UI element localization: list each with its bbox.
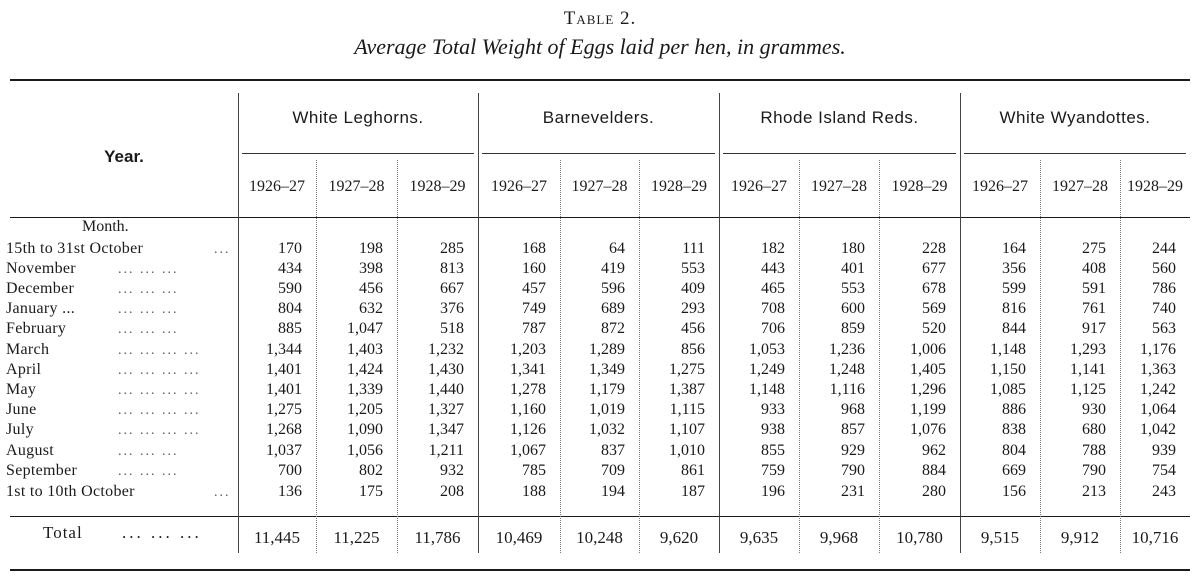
month-column-header: Month. bbox=[82, 218, 129, 235]
table-cell: 884 bbox=[922, 462, 946, 479]
table-cell: 1,424 bbox=[347, 361, 383, 378]
table-cell: 1,085 bbox=[990, 381, 1026, 398]
table-cell: 244 bbox=[1152, 240, 1176, 257]
table-cell: 182 bbox=[761, 240, 785, 257]
table-cell: 749 bbox=[522, 300, 546, 317]
table-cell: 198 bbox=[359, 240, 383, 257]
season-header: 1926–27 bbox=[731, 178, 787, 195]
table-cell: 1,248 bbox=[829, 361, 865, 378]
table-cell: 938 bbox=[761, 421, 785, 438]
table-cell: 754 bbox=[1152, 462, 1176, 479]
table-cell: 1,141 bbox=[1070, 361, 1106, 378]
month-label: April bbox=[6, 361, 42, 378]
table-cell: 187 bbox=[681, 483, 705, 500]
table-cell: 518 bbox=[440, 320, 464, 337]
table-cell: 419 bbox=[601, 260, 625, 277]
table-cell: 231 bbox=[841, 483, 865, 500]
breed-header: Rhode Island Reds. bbox=[760, 108, 919, 127]
table-cell: 968 bbox=[841, 401, 865, 418]
table-cell: 740 bbox=[1152, 300, 1176, 317]
breed-header: Barnevelders. bbox=[542, 108, 655, 127]
total-label-text: Total bbox=[43, 523, 83, 542]
table-cell: 591 bbox=[1082, 280, 1106, 297]
breed-header: White Wyandottes. bbox=[999, 108, 1151, 127]
total-rule bbox=[10, 516, 1190, 517]
table-cell: 111 bbox=[682, 240, 705, 257]
table-cell: 838 bbox=[1002, 421, 1026, 438]
month-label: November bbox=[6, 260, 76, 277]
table-cell: 1,203 bbox=[510, 341, 546, 358]
table-cell: 208 bbox=[440, 483, 464, 500]
table-cell: 180 bbox=[841, 240, 865, 257]
table-cell: 962 bbox=[922, 442, 946, 459]
breed-underline bbox=[964, 153, 1186, 154]
table-cell: 759 bbox=[761, 462, 785, 479]
table-cell: 1,401 bbox=[266, 381, 302, 398]
table-cell: 1,019 bbox=[589, 401, 625, 418]
month-label: May bbox=[6, 381, 37, 398]
top-rule bbox=[10, 79, 1190, 81]
table-cell: 228 bbox=[922, 240, 946, 257]
season-header: 1928–29 bbox=[1127, 178, 1183, 195]
leader-dots: ... ... ... bbox=[118, 464, 179, 479]
table-cell: 872 bbox=[601, 320, 625, 337]
table-cell: 168 bbox=[522, 240, 546, 257]
table-caption: Average Total Weight of Eggs laid per hen, in grammes. bbox=[354, 34, 846, 59]
total-cell: 9,635 bbox=[739, 528, 779, 547]
table-cell: 859 bbox=[841, 320, 865, 337]
table-cell: 1,236 bbox=[829, 341, 865, 358]
total-cell: 10,469 bbox=[495, 528, 543, 547]
table-cell: 632 bbox=[359, 300, 383, 317]
total-cell: 9,515 bbox=[980, 528, 1020, 547]
table-cell: 1,199 bbox=[910, 401, 946, 418]
table-cell: 786 bbox=[1152, 280, 1176, 297]
table-cell: 861 bbox=[681, 462, 705, 479]
table-cell: 465 bbox=[761, 280, 785, 297]
table-cell: 1,341 bbox=[510, 361, 546, 378]
table-cell: 1,148 bbox=[749, 381, 785, 398]
table-cell: 677 bbox=[922, 260, 946, 277]
total-label-dots: ... ... ... bbox=[121, 523, 202, 542]
total-cell: 11,786 bbox=[414, 528, 461, 547]
table-cell: 136 bbox=[278, 483, 302, 500]
table-cell: 1,126 bbox=[510, 421, 546, 438]
table-cell: 1,403 bbox=[347, 341, 383, 358]
season-header: 1927–28 bbox=[328, 178, 385, 195]
month-label: 1st to 10th October bbox=[6, 483, 135, 500]
table-cell: 1,032 bbox=[589, 421, 625, 438]
table-cell: 680 bbox=[1082, 421, 1106, 438]
table-cell: 785 bbox=[522, 462, 546, 479]
table-cell: 160 bbox=[522, 260, 546, 277]
table-cell: 1,076 bbox=[910, 421, 946, 438]
table-cell: 1,327 bbox=[428, 401, 464, 418]
season-header: 1928–29 bbox=[651, 178, 707, 195]
table-cell: 1,148 bbox=[990, 341, 1026, 358]
table-cell: 837 bbox=[601, 442, 625, 459]
table-cell: 1,349 bbox=[589, 361, 625, 378]
table-cell: 600 bbox=[841, 300, 865, 317]
season-header: 1926–27 bbox=[972, 178, 1028, 195]
leader-dots: ... ... ... ... bbox=[118, 423, 201, 438]
season-header: 1927–28 bbox=[811, 178, 867, 195]
table-cell: 1,090 bbox=[347, 421, 383, 438]
table-cell: 170 bbox=[278, 240, 302, 257]
header-bottom-rule bbox=[10, 217, 1190, 218]
table-cell: 280 bbox=[922, 483, 946, 500]
table-cell: 456 bbox=[681, 320, 705, 337]
table-cell: 929 bbox=[841, 442, 865, 459]
leader-dots: ... ... ... ... bbox=[118, 383, 201, 398]
table-cell: 401 bbox=[841, 260, 865, 277]
table-cell: 563 bbox=[1152, 320, 1176, 337]
month-label: March bbox=[6, 341, 50, 358]
table-cell: 932 bbox=[440, 462, 464, 479]
table-cell: 1,042 bbox=[1140, 421, 1176, 438]
month-label: August bbox=[6, 442, 55, 459]
table-cell: 917 bbox=[1082, 320, 1106, 337]
table-cell: 708 bbox=[761, 300, 785, 317]
table-cell: 886 bbox=[1002, 401, 1026, 418]
table-cell: 1,275 bbox=[669, 361, 705, 378]
table-cell: 569 bbox=[922, 300, 946, 317]
table-cell: 164 bbox=[1002, 240, 1026, 257]
table-cell: 1,116 bbox=[829, 381, 865, 398]
month-label: December bbox=[6, 280, 75, 297]
table-cell: 596 bbox=[601, 280, 625, 297]
table-cell: 1,047 bbox=[347, 320, 383, 337]
table-cell: 457 bbox=[522, 280, 546, 297]
breed-underline bbox=[723, 153, 956, 154]
table-cell: 813 bbox=[440, 260, 464, 277]
table-cell: 409 bbox=[681, 280, 705, 297]
table-cell: 196 bbox=[761, 483, 785, 500]
table-cell: 398 bbox=[359, 260, 383, 277]
season-header: 1928–29 bbox=[409, 178, 466, 195]
table-cell: 1,268 bbox=[266, 421, 302, 438]
table-cell: 1,275 bbox=[266, 401, 302, 418]
table-cell: 1,053 bbox=[749, 341, 785, 358]
table-cell: 1,339 bbox=[347, 381, 383, 398]
table-cell: 788 bbox=[1082, 442, 1106, 459]
table-cell: 856 bbox=[681, 341, 705, 358]
table-cell: 285 bbox=[440, 240, 464, 257]
leader-dots: ... ... ... bbox=[118, 322, 179, 337]
table-cell: 408 bbox=[1082, 260, 1106, 277]
table-cell: 553 bbox=[681, 260, 705, 277]
season-header: 1927–28 bbox=[571, 178, 628, 195]
leader-dots: ... bbox=[214, 485, 231, 500]
table-cell: 1,037 bbox=[266, 442, 302, 459]
table-cell: 1,056 bbox=[347, 442, 383, 459]
season-header: 1928–29 bbox=[891, 178, 948, 195]
table-cell: 560 bbox=[1152, 260, 1176, 277]
table-cell: 1,289 bbox=[589, 341, 625, 358]
table-cell: 1,211 bbox=[428, 442, 464, 459]
leader-dots: ... ... ... bbox=[118, 262, 179, 277]
table-cell: 213 bbox=[1082, 483, 1106, 500]
table-cell: 434 bbox=[278, 260, 302, 277]
leader-dots: ... bbox=[214, 242, 231, 257]
table-cell: 1,293 bbox=[1070, 341, 1106, 358]
table-cell: 787 bbox=[522, 320, 546, 337]
total-cell: 9,912 bbox=[1060, 528, 1100, 547]
table-cell: 700 bbox=[278, 462, 302, 479]
table-cell: 243 bbox=[1152, 483, 1176, 500]
table-cell: 804 bbox=[278, 300, 302, 317]
table-cell: 678 bbox=[922, 280, 946, 297]
table-cell: 553 bbox=[841, 280, 865, 297]
table-cell: 1,179 bbox=[589, 381, 625, 398]
table-cell: 1,387 bbox=[669, 381, 705, 398]
total-cell: 9,968 bbox=[819, 528, 859, 547]
breed-underline bbox=[242, 153, 474, 154]
table-cell: 1,232 bbox=[428, 341, 464, 358]
table-cell: 855 bbox=[761, 442, 785, 459]
table-cell: 689 bbox=[601, 300, 625, 317]
table-cell: 376 bbox=[440, 300, 464, 317]
table-cell: 194 bbox=[601, 483, 625, 500]
table-cell: 590 bbox=[278, 280, 302, 297]
table-cell: 1,125 bbox=[1070, 381, 1106, 398]
month-label: June bbox=[6, 401, 37, 418]
table-cell: 1,363 bbox=[1140, 361, 1176, 378]
table-cell: 1,344 bbox=[266, 341, 302, 358]
table-cell: 1,107 bbox=[669, 421, 705, 438]
table-cell: 1,405 bbox=[910, 361, 946, 378]
total-row-label bbox=[43, 523, 202, 543]
table-cell: 1,278 bbox=[510, 381, 546, 398]
table-cell: 790 bbox=[841, 462, 865, 479]
table-cell: 939 bbox=[1152, 442, 1176, 459]
leader-dots: ... ... ... bbox=[118, 302, 179, 317]
table-cell: 188 bbox=[522, 483, 546, 500]
season-header: 1926–27 bbox=[491, 178, 547, 195]
table-cell: 1,440 bbox=[428, 381, 464, 398]
table-cell: 933 bbox=[761, 401, 785, 418]
table-cell: 443 bbox=[761, 260, 785, 277]
breed-underline bbox=[482, 153, 715, 154]
table-cell: 356 bbox=[1002, 260, 1026, 277]
leader-dots: ... ... ... bbox=[118, 444, 179, 459]
month-label: January ... bbox=[6, 300, 76, 317]
leader-dots: ... ... ... ... bbox=[118, 343, 201, 358]
month-label: 15th to 31st October bbox=[6, 240, 144, 257]
table-cell: 667 bbox=[440, 280, 464, 297]
total-cell: 10,780 bbox=[896, 528, 943, 547]
total-cell: 11,445 bbox=[253, 528, 301, 547]
table-cell: 1,006 bbox=[910, 341, 946, 358]
table-cell: 709 bbox=[601, 462, 625, 479]
leader-dots: ... ... ... ... bbox=[118, 363, 201, 378]
table-cell: 802 bbox=[359, 462, 383, 479]
table-cell: 761 bbox=[1082, 300, 1106, 317]
total-cell: 11,225 bbox=[333, 528, 380, 547]
table-cell: 669 bbox=[1002, 462, 1026, 479]
year-column-header: Year. bbox=[104, 147, 144, 166]
table-cell: 1,115 bbox=[669, 401, 705, 418]
month-label: September bbox=[6, 462, 78, 479]
table-cell: 275 bbox=[1082, 240, 1106, 257]
table-cell: 1,401 bbox=[266, 361, 302, 378]
table-cell: 804 bbox=[1002, 442, 1026, 459]
table-cell: 1,249 bbox=[749, 361, 785, 378]
bottom-rule bbox=[10, 569, 1190, 571]
table-cell: 1,150 bbox=[990, 361, 1026, 378]
table-cell: 1,010 bbox=[669, 442, 705, 459]
table-cell: 930 bbox=[1082, 401, 1106, 418]
table-cell: 1,242 bbox=[1140, 381, 1176, 398]
table-cell: 1,205 bbox=[347, 401, 383, 418]
season-header: 1926–27 bbox=[249, 178, 305, 195]
season-header: 1927–28 bbox=[1052, 178, 1108, 195]
table-cell: 599 bbox=[1002, 280, 1026, 297]
table-cell: 790 bbox=[1082, 462, 1106, 479]
table-cell: 857 bbox=[841, 421, 865, 438]
table-cell: 156 bbox=[1002, 483, 1026, 500]
table-cell: 844 bbox=[1002, 320, 1026, 337]
table-cell: 456 bbox=[359, 280, 383, 297]
table-cell: 816 bbox=[1002, 300, 1026, 317]
table-cell: 293 bbox=[681, 300, 705, 317]
total-cell: 10,716 bbox=[1131, 528, 1179, 547]
table-cell: 1,067 bbox=[510, 442, 546, 459]
table-cell: 1,347 bbox=[428, 421, 464, 438]
month-label: July bbox=[6, 421, 34, 438]
table-cell: 175 bbox=[359, 483, 383, 500]
total-cell: 9,620 bbox=[659, 528, 699, 547]
table-cell: 706 bbox=[761, 320, 785, 337]
table-cell: 1,176 bbox=[1140, 341, 1176, 358]
breed-header: White Leghorns. bbox=[292, 108, 424, 127]
table-cell: 1,296 bbox=[910, 381, 946, 398]
month-label: February bbox=[6, 320, 67, 337]
leader-dots: ... ... ... ... bbox=[118, 403, 201, 418]
total-cell: 10,248 bbox=[576, 528, 623, 547]
leader-dots: ... ... ... bbox=[118, 282, 179, 297]
table-number: Table 2. bbox=[563, 8, 637, 29]
table-cell: 1,160 bbox=[510, 401, 546, 418]
table-cell: 520 bbox=[922, 320, 946, 337]
table-cell: 1,064 bbox=[1140, 401, 1176, 418]
table-cell: 1,430 bbox=[428, 361, 464, 378]
table-cell: 64 bbox=[609, 240, 625, 257]
table-cell: 885 bbox=[278, 320, 302, 337]
